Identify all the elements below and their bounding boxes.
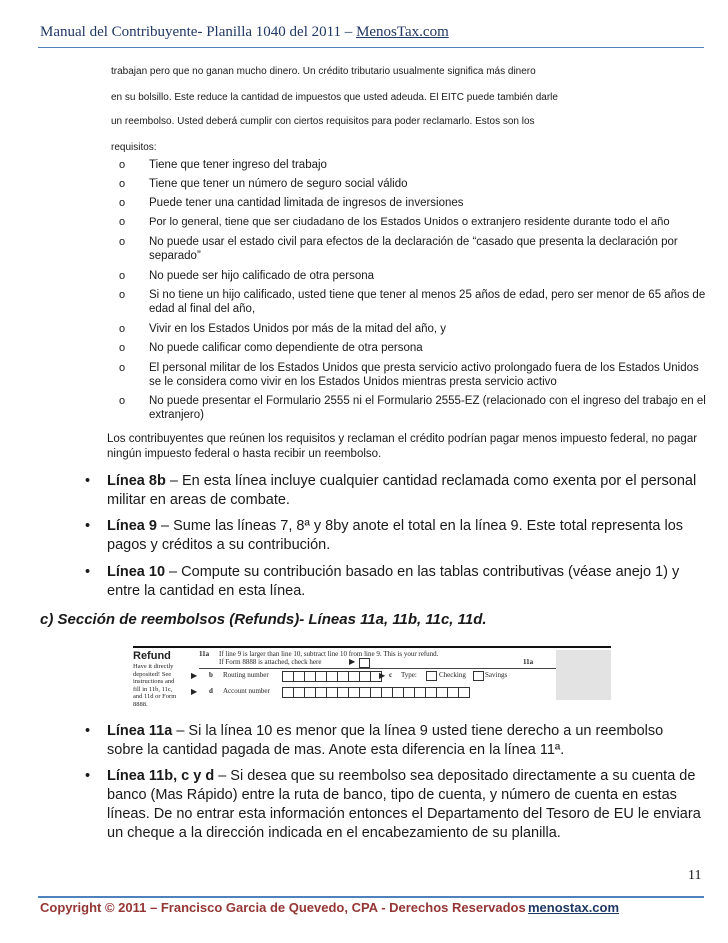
requirement-text: El personal militar de los Estados Unidos que presta servicio activo prolongado fuera de los Estados Unidos se le considera como vivir en los Estados Unidos mientras presta servicio activo <box>149 362 699 388</box>
list-marker: o <box>119 270 126 282</box>
requirement-text: No puede usar el estado civil para efectos de la declaración de “casado que presenta la declaración por separado” <box>149 236 678 262</box>
line-description: – Si la línea 10 es menor que la línea 9 usted tiene derecho a un reembolso sobre la cantidad pagada de mas. Anote esta diferencia en la línea 11ª. <box>107 723 664 758</box>
footer-copyright: Copyright © 2011 – Francisco Garcia de Quevedo, CPA - Derechos Reservados <box>40 900 526 915</box>
arrow-icon: ▶ <box>379 671 386 680</box>
footer-link[interactable]: menostax.com <box>528 900 620 915</box>
footer-divider <box>38 896 704 898</box>
line-11a-text: If line 9 is larger than line 10, subtract line 10 from line 9. This is your refund. <box>219 650 439 658</box>
refund-title: Refund <box>133 650 171 662</box>
intro-line: un reembolso. Usted deberá cumplir con ciertos requisitos para poder reclamarlo. Estos son los <box>111 116 535 127</box>
bullet-marker: • <box>85 473 91 489</box>
bullet-marker: • <box>85 768 91 784</box>
line-label: Línea 8b <box>107 473 166 489</box>
line-description: – Compute su contribución basado en las tablas contributivas (véase anejo 1) y entre la cantidad en esta línea. <box>107 564 680 599</box>
routing-label: Routing number <box>223 671 269 679</box>
requirement-text: Puede tener una cantidad limitada de ingresos de inversiones <box>149 197 464 209</box>
header-divider <box>38 47 704 48</box>
line-11a-text2: If Form 8888 is attached, check here <box>219 658 322 666</box>
line-description: – Si desea que su reembolso sea depositado directamente a su cuenta de banco (Mas Rápido) entre la ruta de banco, tipo de cuenta, y número de cuenta en estas líneas. De no entrar esta información entonces el Departamento del Tesoro de EU le enviara un cheque a la dirección indicada en el encabezamiento de su planilla. <box>107 768 701 841</box>
checking-checkbox <box>426 671 437 681</box>
refund-side-panel <box>133 650 181 708</box>
account-boxes <box>283 687 470 698</box>
requirement-text: No puede ser hijo calificado de otra persona <box>149 270 375 282</box>
arrow-icon: ▶ <box>191 687 198 696</box>
line-11a-id: 11a <box>199 650 210 658</box>
line-description: – En esta línea incluye cualquier cantidad reclamada como exenta por el personal militar en areas de combate. <box>107 473 697 508</box>
line-label: Línea 11b, c y d <box>107 768 215 784</box>
routing-boxes <box>283 671 382 682</box>
line-description: – Sume las líneas 7, 8ª y 8by anote el total en la línea 9. Este total representa los pagos y créditos a su contribución. <box>107 518 684 553</box>
line-b-label: b <box>209 671 213 679</box>
list-marker: o <box>119 178 126 190</box>
list-marker: o <box>119 342 126 354</box>
list-marker: o <box>119 395 126 407</box>
header-title: Manual del Contribuyente- Planilla 1040 del 2011 – <box>40 24 353 40</box>
type-label: Type: <box>401 671 417 679</box>
list-marker: o <box>119 289 126 301</box>
requirement-text: Por lo general, tiene que ser ciudadano de los Estados Unidos o extranjero residente durante todo el año <box>149 216 670 228</box>
list-marker: o <box>119 323 126 335</box>
line-d-label: d <box>209 687 213 695</box>
page-number: 11 <box>688 868 702 883</box>
form8888-checkbox <box>359 658 370 668</box>
refund-side-text: Have it directly deposited! See instructions and fill in 11b, 11c, and 11d or Form 8888. <box>133 663 177 708</box>
account-label: Account number <box>223 687 270 695</box>
line-11a-right: 11a <box>523 658 534 666</box>
line-label: Línea 9 <box>107 518 157 534</box>
savings-label: Savings <box>485 671 508 679</box>
bullet-marker: • <box>85 518 91 534</box>
list-marker: o <box>119 216 126 228</box>
summary-paragraph: Los contribuyentes que reúnen los requisitos y reclaman el crédito podrían pagar menos impuesto federal, no pagar ningún impuesto federal o hasta recibir un reembolso. <box>107 433 698 460</box>
section-title: c) Sección de reembolsos (Refunds)- Líneas 11a, 11b, 11c, 11d. <box>40 611 487 628</box>
arrow-icon: ▶ <box>191 671 198 680</box>
refund-form-image <box>133 646 611 708</box>
line-c-label: c <box>389 671 393 679</box>
requirement-text: No puede calificar como dependiente de otra persona <box>149 342 423 354</box>
intro-line: requisitos: <box>111 142 157 153</box>
savings-checkbox <box>473 671 484 681</box>
intro-line: en su bolsillo. Este reduce la cantidad de impuestos que usted adeuda. El EITC puede también darle <box>111 92 558 103</box>
form-rule <box>199 668 556 669</box>
header-site-link[interactable]: MenosTax.com <box>356 24 449 40</box>
requirement-text: Si no tiene un hijo calificado, usted tiene que tener al menos 25 años de edad, pero ser menor de 65 años de edad al final del año, <box>149 289 706 315</box>
list-marker: o <box>119 159 126 171</box>
arrow-icon: ▶ <box>349 657 356 666</box>
requirement-text: Tiene que tener un número de seguro social válido <box>149 178 408 190</box>
page-header <box>40 24 700 41</box>
list-marker: o <box>119 362 126 374</box>
list-marker: o <box>119 197 126 209</box>
bullet-marker: • <box>85 564 91 580</box>
requirement-text: No puede presentar el Formulario 2555 ni el Formulario 2555-EZ (relacionado con el ingreso del trabajo en el extranjero) <box>149 395 706 421</box>
line-label: Línea 11a <box>107 723 173 739</box>
intro-line: trabajan pero que no ganan mucho dinero. Un crédito tributario usualmente significa más dinero <box>111 66 536 77</box>
checking-label: Checking <box>439 671 466 679</box>
list-marker: o <box>119 236 126 248</box>
bullet-marker: • <box>85 723 91 739</box>
amount-shade <box>556 650 611 700</box>
requirement-text: Vivir en los Estados Unidos por más de la mitad del año, y <box>149 323 447 335</box>
line-label: Línea 10 <box>107 564 166 580</box>
requirement-text: Tiene que tener ingreso del trabajo <box>149 159 327 171</box>
